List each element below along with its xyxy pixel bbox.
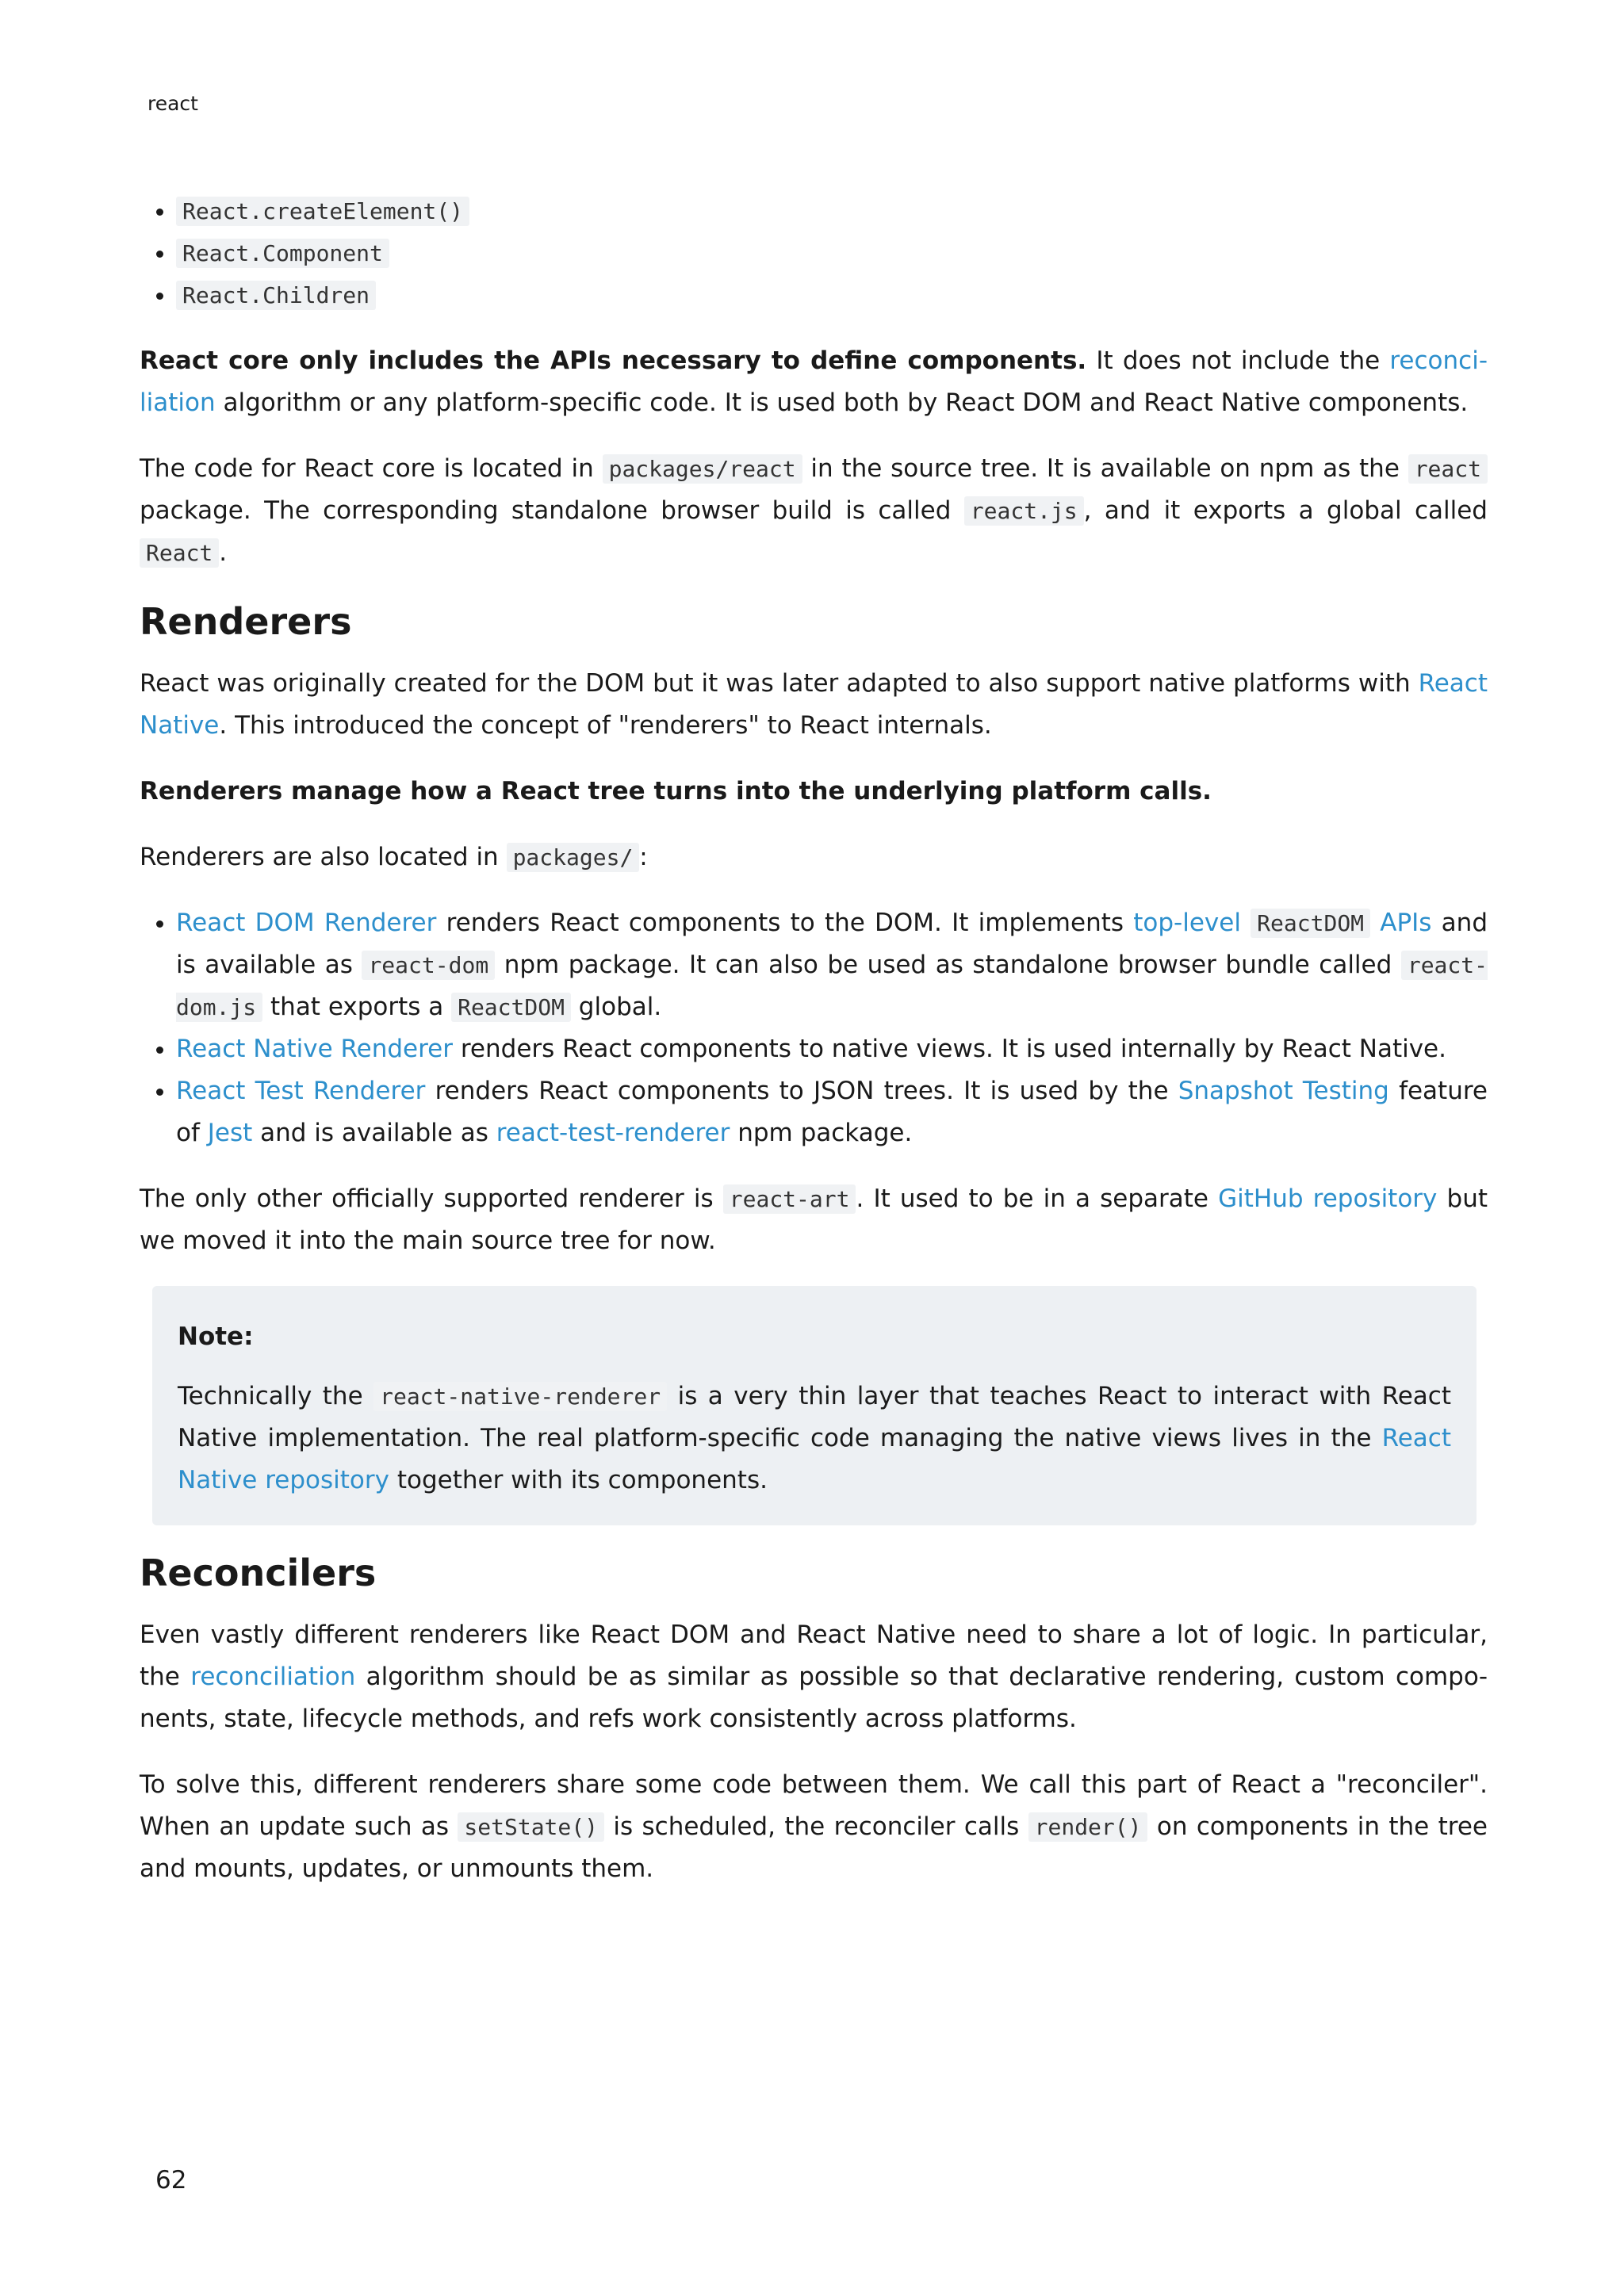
text: renders React components to the DOM. It implements: [436, 909, 1134, 937]
text: and is available as: [252, 1119, 496, 1147]
text: The code for React core is located in: [140, 454, 603, 483]
renderer-list: [140, 902, 1488, 1154]
inline-code: react: [1408, 454, 1488, 484]
react-dom-renderer-link[interactable]: React DOM Renderer: [176, 909, 437, 937]
text: package. The corresponding standalone browser build is called: [140, 496, 964, 525]
inline-code: packages/: [507, 843, 640, 872]
text: is a very thin layer that teaches React to interact with React Native implementation. The real platform-specific code managing the native views lives in the: [178, 1382, 1452, 1452]
text: Even vastly different renderers like React DOM and React Native need to share a lot of logic. In particular, the: [140, 1621, 1488, 1691]
inline-code: react-native-renderer: [373, 1382, 667, 1411]
github-repository-link[interactable]: GitHub repository: [1218, 1184, 1438, 1213]
text: React was originally created for the DOM but it was later adapted to also support native platforms with: [140, 669, 1419, 698]
inline-code: react-dom.js: [176, 952, 1488, 1020]
list-item: [176, 1028, 1488, 1070]
page-content: [140, 190, 1488, 1914]
paragraph-core: [140, 340, 1488, 424]
text: and is available as: [176, 909, 1488, 979]
inline-code: react-dom: [362, 951, 495, 980]
inline-code: render(): [1028, 1812, 1148, 1842]
list-item: [176, 902, 1488, 1028]
inline-code: React.Component: [176, 239, 389, 268]
inline-code: ReactDOM: [451, 993, 571, 1022]
bold-text: Note:: [178, 1322, 254, 1351]
text: The only other officially supported renderer is: [140, 1184, 723, 1213]
text: global.: [570, 993, 662, 1021]
text: together with its components.: [389, 1466, 768, 1494]
paragraph-other-renderer: [140, 1178, 1488, 1262]
react-native-link[interactable]: React Native: [140, 669, 1488, 740]
react-native-renderer-link[interactable]: React Native Renderer: [176, 1035, 453, 1063]
list-item: [176, 190, 1488, 232]
list-item: [176, 232, 1488, 274]
text: , and it exports a global called: [1083, 496, 1488, 525]
text: . It used to be in a separate: [856, 1184, 1219, 1213]
inline-code: packages/react: [603, 454, 802, 484]
react-test-renderer-link[interactable]: React Test Renderer: [176, 1077, 426, 1105]
text: feature of: [176, 1077, 1488, 1147]
text: renders React components to native views. It is used internally by React Native.: [453, 1035, 1446, 1063]
text: algorithm or any platform-specific code. It is used both by React DOM and React Native components.: [215, 388, 1469, 417]
paragraph-renderers-location: [140, 836, 1488, 878]
bold-text: Renderers manage how a React tree turns into the underlying platform calls.: [140, 777, 1212, 806]
paragraph-renderers-intro: [140, 663, 1488, 747]
paragraph-renderers-bold: [140, 771, 1488, 813]
paragraph-code-location: [140, 448, 1488, 574]
note-box: [152, 1286, 1477, 1525]
text: npm package.: [730, 1119, 913, 1147]
note-body: [178, 1376, 1451, 1502]
paragraph-reconcilers-detail: [140, 1764, 1488, 1890]
snapshot-testing-link[interactable]: Snapshot Testing: [1178, 1077, 1389, 1105]
text: but we moved it into the main source tree for now.: [140, 1184, 1488, 1255]
inline-code: react-art: [723, 1184, 856, 1214]
text: is scheduled, the reconciler calls: [603, 1812, 1028, 1841]
jest-link[interactable]: Jest: [207, 1119, 253, 1147]
react-native-repository-link[interactable]: React Native repository: [178, 1424, 1451, 1494]
text: renders React components to JSON trees. It is used by the: [425, 1077, 1178, 1105]
text: .: [219, 538, 228, 567]
reconciliation-link[interactable]: reconciliation: [140, 346, 1488, 417]
top-level-link[interactable]: top-level: [1133, 909, 1241, 937]
heading-reconcilers: Reconcilers: [140, 1552, 377, 1594]
inline-code: React.createElement(): [176, 197, 469, 226]
heading-renderers: Renderers: [140, 600, 352, 643]
text: that exports a: [262, 993, 452, 1021]
text: To solve this, different renderers share some code between them. We call this part of React a "reconciler". When an update such as: [140, 1770, 1488, 1841]
text: Renderers are also located in: [140, 843, 507, 871]
apis-link[interactable]: APIs: [1380, 909, 1432, 937]
text: on components in the tree and mounts, updates, or unmounts them.: [140, 1812, 1488, 1883]
running-header: react: [147, 92, 198, 115]
react-test-renderer-package-link[interactable]: react-test-renderer: [496, 1119, 730, 1147]
reconciliation-link-2[interactable]: reconciliation: [190, 1663, 356, 1691]
inline-code: react.js: [964, 496, 1084, 526]
list-item: [176, 1070, 1488, 1154]
api-list: [140, 190, 1488, 316]
text: . This introduced the concept of "renderers" to React internals.: [219, 711, 992, 740]
inline-code: React.Children: [176, 281, 376, 310]
bold-text: React core only includes the APIs necessary to define components.: [140, 346, 1087, 375]
inline-code: React: [140, 538, 219, 568]
text: :: [639, 843, 648, 871]
paragraph-reconcilers-intro: [140, 1614, 1488, 1740]
inline-code: setState(): [458, 1812, 604, 1842]
inline-code: ReactDOM: [1251, 909, 1370, 938]
note-title: [178, 1316, 1451, 1358]
text: Technically the: [178, 1382, 374, 1410]
text: npm package. It can also be used as standalone browser bundle called: [495, 951, 1401, 979]
list-item: [176, 274, 1488, 316]
page-number: 62: [155, 2166, 187, 2195]
text: in the source tree. It is available on npm as the: [802, 454, 1408, 483]
text: algorithm should be as similar as possible so that declarative rendering, custom components, state, lifecycle methods, and refs work consistently across platforms.: [140, 1663, 1488, 1733]
text: It does not include the: [1086, 346, 1390, 375]
